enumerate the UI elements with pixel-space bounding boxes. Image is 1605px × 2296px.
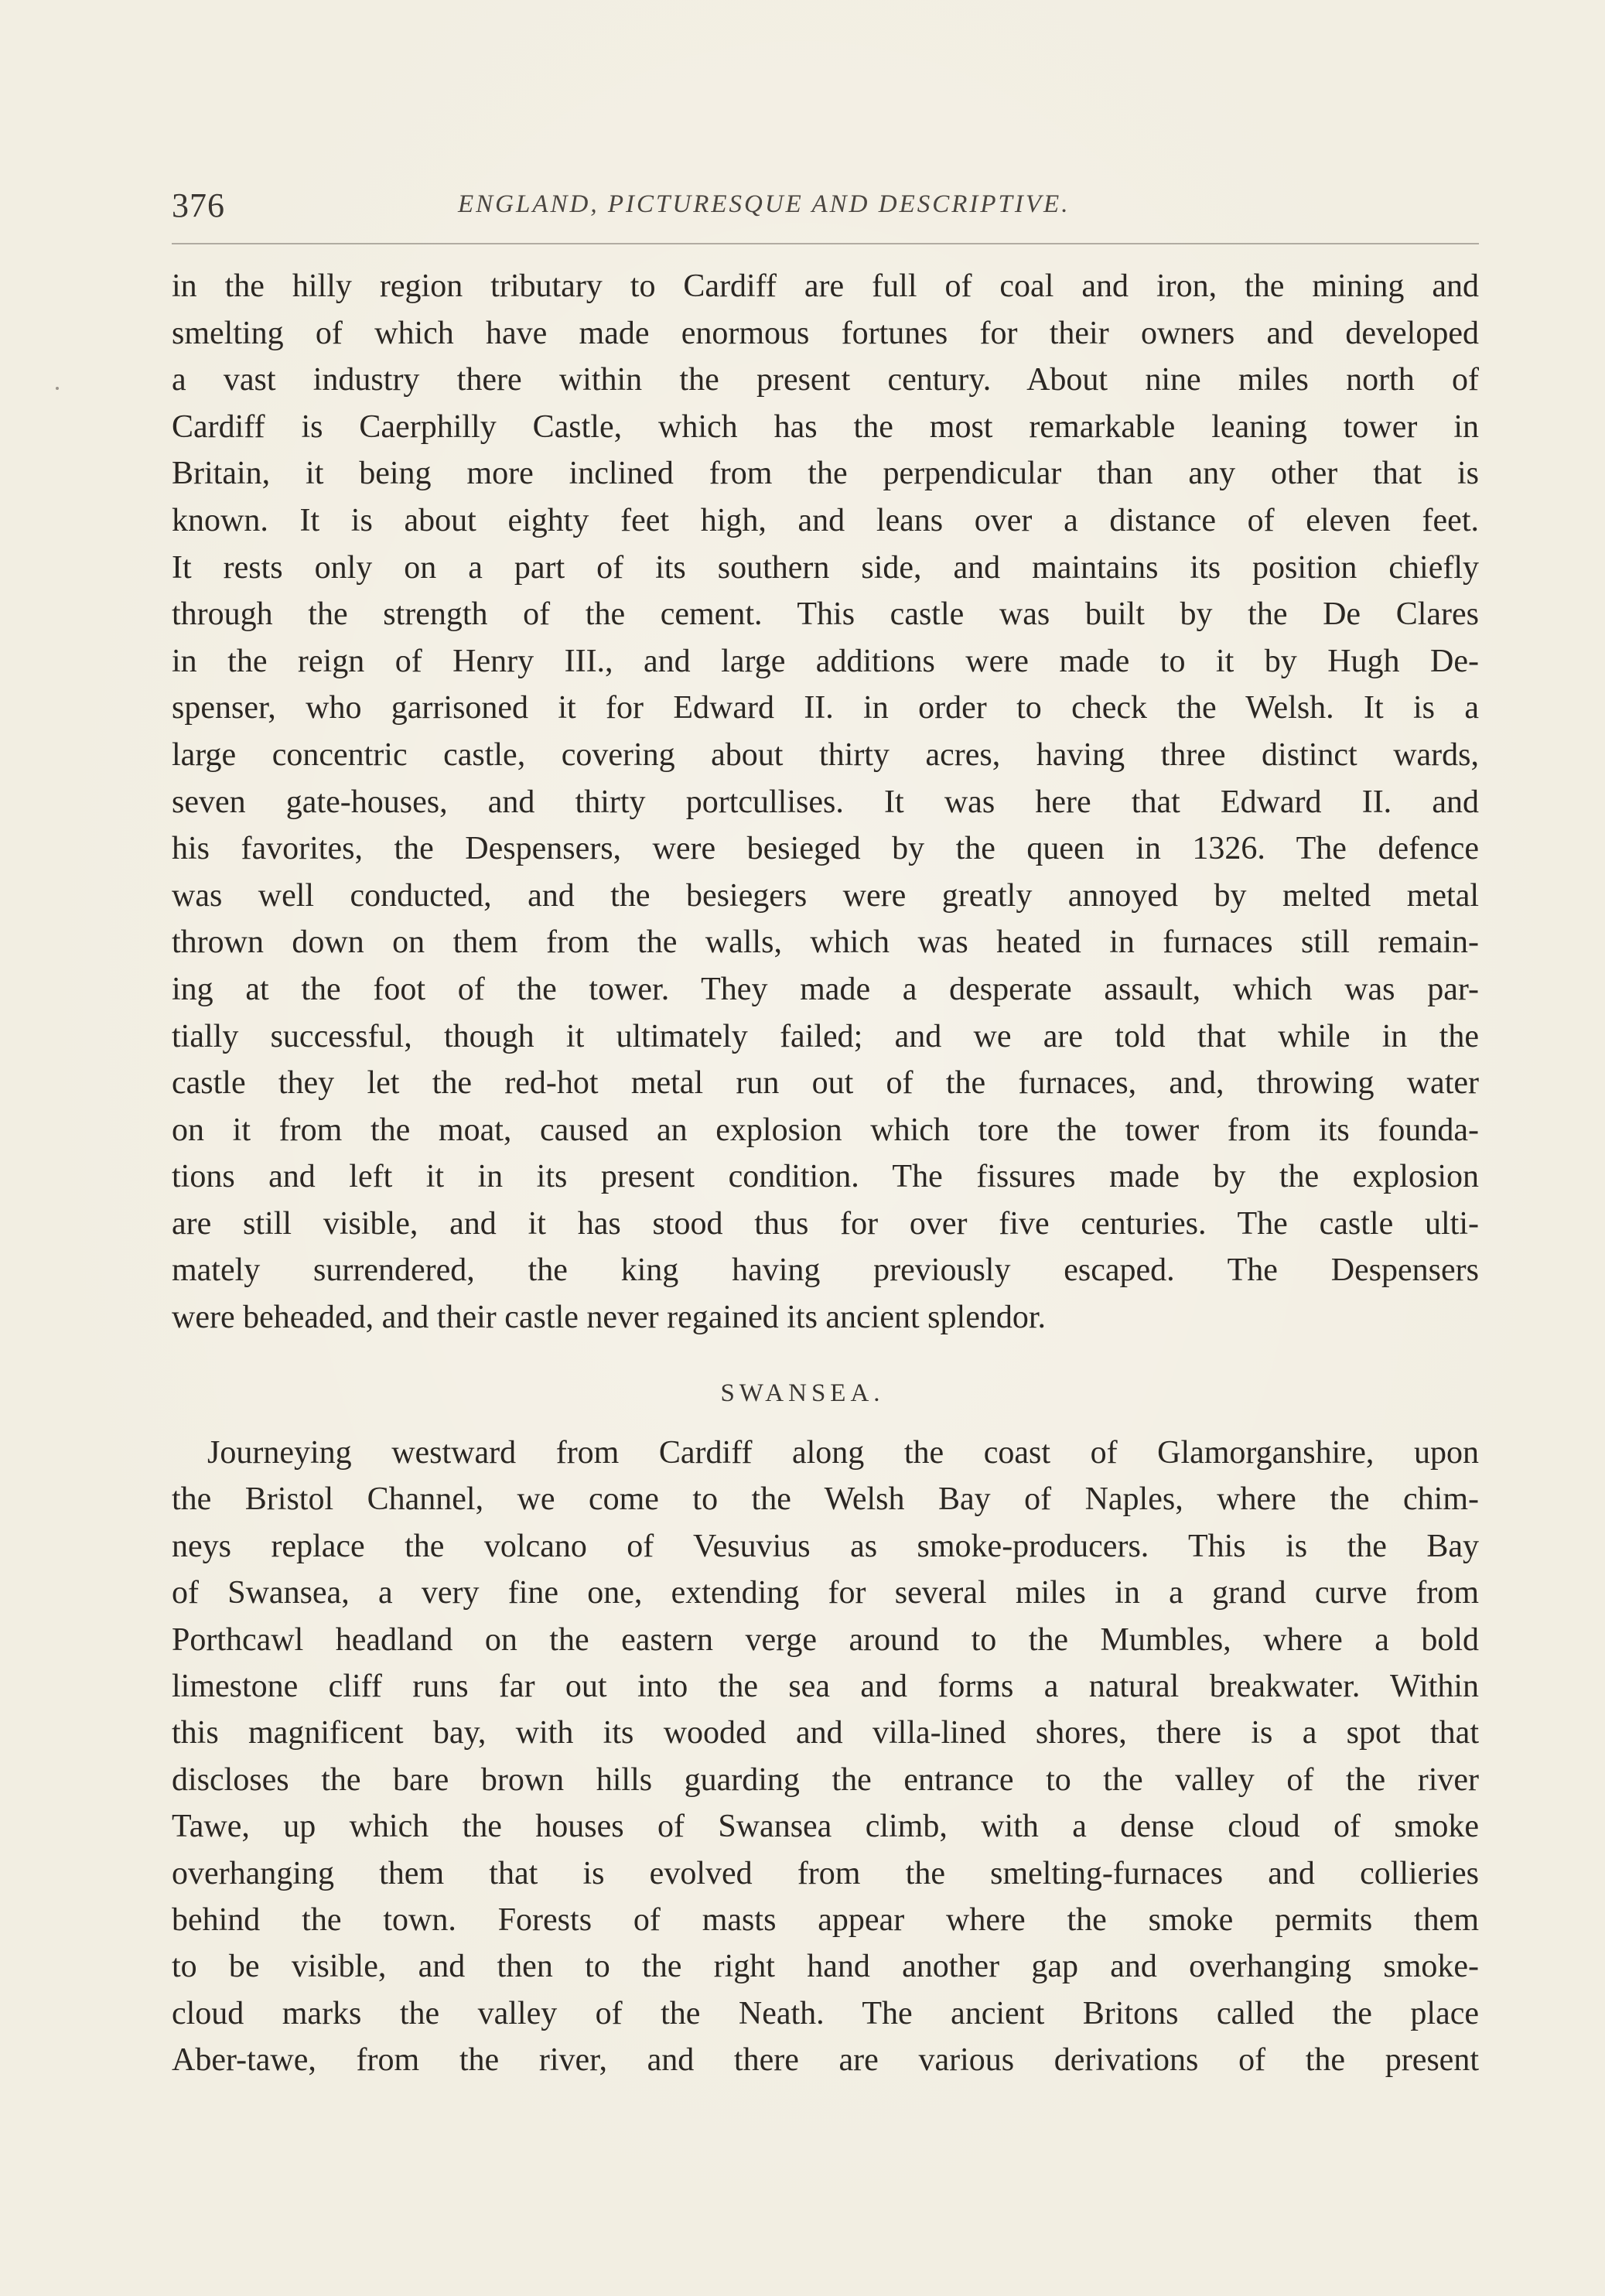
text-line: mately surrendered, the king having previously escaped. The Despensers <box>172 1252 1479 1289</box>
text-line: Aber-tawe, from the river, and there are various derivations of the present <box>172 2042 1479 2079</box>
paragraph-caerphilly <box>172 263 1479 1341</box>
text-line: were beheaded, and their castle never regained its ancient splendor. <box>172 1300 1047 1336</box>
text-line: discloses the bare brown hills guarding the entrance to the valley of the river <box>172 1761 1479 1798</box>
text-line: to be visible, and then to the right hand another gap and overhanging smoke- <box>172 1949 1479 1985</box>
text-line: are still visible, and it has stood thus for over five centuries. The castle ulti- <box>172 1205 1479 1242</box>
section-heading-swansea: SWANSEA. <box>720 1379 885 1407</box>
text-line: cloud marks the valley of the Neath. The ancient Britons called the place <box>172 1995 1479 2031</box>
text-line: the Bristol Channel, we come to the Welsh Bay of Naples, where the chim- <box>172 1481 1479 1518</box>
header-rule <box>172 243 1479 244</box>
text-line: Cardiff is Caerphilly Castle, which has the most remarkable leaning tower in <box>172 408 1479 445</box>
text-line: ing at the foot of the tower. They made a desperate assault, which was par- <box>172 971 1479 1007</box>
text-line: behind the town. Forests of masts appear where the smoke permits them <box>172 1901 1479 1938</box>
text-line: spenser, who garrisoned it for Edward II. in order to check the Welsh. It is a <box>172 690 1479 726</box>
text-line: overhanging them that is evolved from the smelting-furnaces and collieries <box>172 1855 1479 1891</box>
running-head <box>172 186 1479 240</box>
text-line: Britain, it being more inclined from the perpendicular than any other that is <box>172 456 1479 492</box>
margin-speck <box>56 387 59 390</box>
text-line: smelting of which have made enormous fortunes for their owners and developed <box>172 315 1479 351</box>
text-line: thrown down on them from the walls, which was heated in furnaces still remain- <box>172 924 1479 961</box>
running-title: ENGLAND, PICTURESQUE AND DESCRIPTIVE. <box>458 190 1071 218</box>
text-line: this magnificent bay, with its wooded and villa-lined shores, there is a spot that <box>172 1715 1479 1751</box>
text-line: was well conducted, and the besiegers were greatly annoyed by melted metal <box>172 877 1479 914</box>
text-line: tially successful, though it ultimately failed; and we are told that while in the <box>172 1018 1479 1054</box>
text-line: in the hilly region tributary to Cardiff are full of coal and iron, the mining and <box>172 268 1479 304</box>
paragraph-swansea <box>172 1430 1479 2083</box>
text-line: a vast industry there within the present century. About nine miles north of <box>172 362 1479 398</box>
text-line: It rests only on a part of its southern side, and maintains its position chiefly <box>172 549 1479 586</box>
text-line: on it from the moat, caused an explosion which tore the tower from its founda- <box>172 1112 1479 1148</box>
text-line: Tawe, up which the houses of Swansea climb, with a dense cloud of smoke <box>172 1809 1479 1845</box>
text-line: neys replace the volcano of Vesuvius as smoke-producers. This is the Bay <box>172 1528 1479 1564</box>
text-line: Journeying westward from Cardiff along the coast of Glamorganshire, upon <box>207 1435 1479 1471</box>
text-line: of Swansea, a very fine one, extending for several miles in a grand curve from <box>172 1575 1479 1611</box>
text-line: through the strength of the cement. This castle was built by the De Clares <box>172 596 1479 633</box>
text-line: castle they let the red-hot metal run out of the furnaces, and, throwing water <box>172 1065 1479 1102</box>
text-line: in the reign of Henry III., and large additions were made to it by Hugh De- <box>172 643 1479 679</box>
text-line: large concentric castle, covering about thirty acres, having three distinct wards, <box>172 736 1479 773</box>
text-line: Porthcawl headland on the eastern verge around to the Mumbles, where a bold <box>172 1621 1479 1658</box>
text-line: seven gate-houses, and thirty portcullises. It was here that Edward II. and <box>172 784 1479 820</box>
text-line: tions and left it in its present condition. The fissures made by the explosion <box>172 1159 1479 1195</box>
text-line: known. It is about eighty feet high, and leans over a distance of eleven feet. <box>172 502 1479 538</box>
text-line: his favorites, the Despensers, were besieged by the queen in 1326. The defence <box>172 831 1479 867</box>
page-number: 376 <box>172 186 225 224</box>
text-line: limestone cliff runs far out into the sea and forms a natural breakwater. Within <box>172 1668 1479 1704</box>
